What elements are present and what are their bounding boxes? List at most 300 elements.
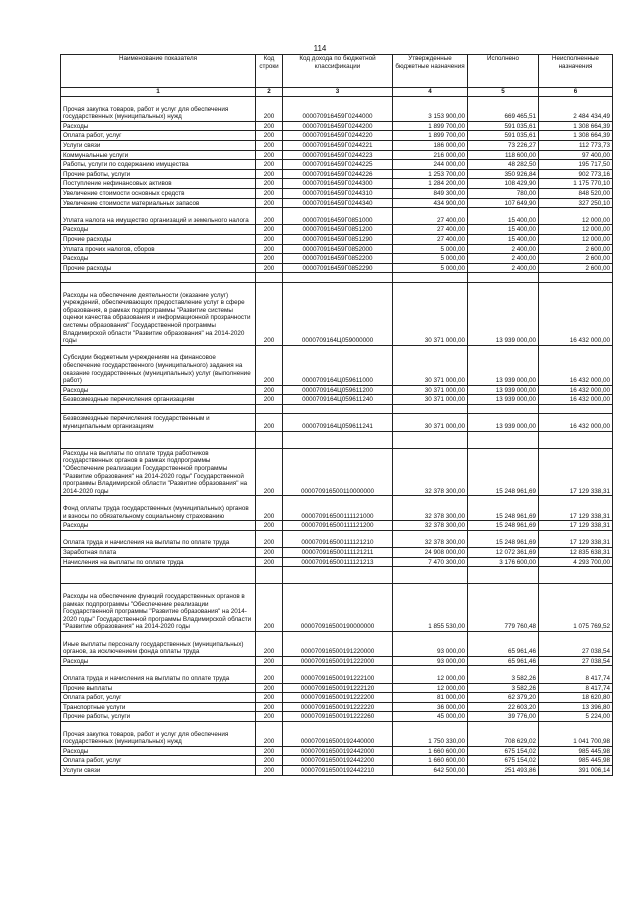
row-executed-cell: 591 035,61 xyxy=(468,121,539,131)
table-row xyxy=(61,712,613,722)
row-executed-cell: 15 400,00 xyxy=(468,208,539,225)
row-unexecuted-cell: 2 600,00 xyxy=(539,244,613,254)
row-approved-cell xyxy=(393,404,468,414)
row-name-cell: Расходы на выплаты по оплате труда работников государственных органов в рамках подпрограммы "Обеспечение реализации Государственной программы "Развитие образования" на 2014-2020 годы" Государственной программы Владимирской области "Развитие образования" на 2014-2020 годы xyxy=(61,448,256,496)
row-unexecuted-cell: 8 417,74 xyxy=(539,666,613,683)
row-executed-cell: 675 154,02 xyxy=(468,756,539,766)
row-unexecuted-cell: 17 129 338,31 xyxy=(539,496,613,521)
table-row xyxy=(61,756,613,766)
table-row xyxy=(61,263,613,273)
row-approved-cell: 30 371 000,00 xyxy=(393,385,468,395)
table-row xyxy=(61,208,613,225)
table-row xyxy=(61,234,613,244)
row-name-cell: Поступление нефинансовых активов xyxy=(61,179,256,189)
row-name-cell: Начисления на выплаты по оплате труда xyxy=(61,557,256,567)
row-unexecuted-cell: 195 717,50 xyxy=(539,160,613,170)
table-row xyxy=(61,557,613,567)
row-unexecuted-cell: 2 600,00 xyxy=(539,254,613,264)
table-row xyxy=(61,702,613,712)
row-budget-code-cell: 000070916459Г0851290 xyxy=(283,234,393,244)
row-line-code-cell: 200 xyxy=(256,208,283,225)
column-number: 2 xyxy=(256,88,283,97)
row-budget-code-cell: 0000709164Ц059611241 xyxy=(283,414,393,431)
row-unexecuted-cell: 1 075 769,52 xyxy=(539,584,613,632)
row-unexecuted-cell: 112 773,73 xyxy=(539,140,613,150)
table-row xyxy=(61,567,613,584)
page-number: 114 xyxy=(313,44,327,53)
row-executed-cell: 13 939 000,00 xyxy=(468,282,539,345)
row-name-cell: Работы, услуги по содержанию имущества xyxy=(61,160,256,170)
row-unexecuted-cell: 18 620,80 xyxy=(539,693,613,703)
table-row xyxy=(61,169,613,179)
row-budget-code-cell: 000070916459Г0244220 xyxy=(283,131,393,141)
row-approved-cell: 36 000,00 xyxy=(393,702,468,712)
row-unexecuted-cell: 12 000,00 xyxy=(539,208,613,225)
row-approved-cell xyxy=(393,567,468,584)
row-approved-cell: 32 378 300,00 xyxy=(393,448,468,496)
row-budget-code-cell: 000070916500192440000 xyxy=(283,721,393,746)
row-budget-code-cell: 000070916500191222200 xyxy=(283,693,393,703)
row-line-code-cell: 200 xyxy=(256,385,283,395)
row-executed-cell: 65 961,46 xyxy=(468,656,539,666)
column-number: 4 xyxy=(393,88,468,97)
row-executed-cell: 15 400,00 xyxy=(468,234,539,244)
row-approved-cell: 244 000,00 xyxy=(393,160,468,170)
row-executed-cell xyxy=(468,567,539,584)
table-row xyxy=(61,404,613,414)
row-budget-code-cell: 0000709164Ц059611200 xyxy=(283,385,393,395)
row-budget-code-cell: 000070916459Г0244340 xyxy=(283,198,393,208)
row-approved-cell: 1 855 530,00 xyxy=(393,584,468,632)
row-line-code-cell: 200 xyxy=(256,496,283,521)
table-row xyxy=(61,414,613,431)
row-executed-cell: 15 248 961,69 xyxy=(468,496,539,521)
row-name-cell: Расходы xyxy=(61,746,256,756)
row-approved-cell: 1 660 600,00 xyxy=(393,746,468,756)
row-unexecuted-cell: 985 445,98 xyxy=(539,746,613,756)
row-unexecuted-cell: 4 293 700,00 xyxy=(539,557,613,567)
row-unexecuted-cell: 16 432 000,00 xyxy=(539,395,613,405)
row-executed-cell: 62 379,20 xyxy=(468,693,539,703)
table-row xyxy=(61,721,613,746)
row-executed-cell: 675 154,02 xyxy=(468,746,539,756)
row-executed-cell: 13 939 000,00 xyxy=(468,385,539,395)
row-name-cell: Оплата работ, услуг xyxy=(61,693,256,703)
row-budget-code-cell: 000070916500111121213 xyxy=(283,557,393,567)
row-approved-cell: 12 000,00 xyxy=(393,683,468,693)
row-name-cell: Расходы xyxy=(61,521,256,531)
row-executed-cell: 22 603,20 xyxy=(468,702,539,712)
table-row xyxy=(61,656,613,666)
row-line-code-cell: 200 xyxy=(256,414,283,431)
row-approved-cell: 30 371 000,00 xyxy=(393,395,468,405)
row-unexecuted-cell: 12 000,00 xyxy=(539,225,613,235)
table-row xyxy=(61,530,613,547)
row-approved-cell: 5 000,00 xyxy=(393,263,468,273)
row-name-cell: Расходы xyxy=(61,656,256,666)
table-row xyxy=(61,746,613,756)
row-line-code-cell: 200 xyxy=(256,160,283,170)
table-row xyxy=(61,121,613,131)
column-number-row xyxy=(61,88,613,97)
table-row xyxy=(61,198,613,208)
row-budget-code-cell: 000070916459Г0244223 xyxy=(283,150,393,160)
row-name-cell: Расходы xyxy=(61,254,256,264)
row-unexecuted-cell: 16 432 000,00 xyxy=(539,345,613,385)
row-budget-code-cell xyxy=(283,404,393,414)
row-unexecuted-cell: 16 432 000,00 xyxy=(539,385,613,395)
row-name-cell: Уплата налога на имущество организаций и земельного налога xyxy=(61,208,256,225)
row-name-cell: Субсидии бюджетным учреждениям на финансовое обеспечение государственного (муниципального) задания на оказание государственных (муниципальных) услуг (выполнение работ) xyxy=(61,345,256,385)
table-row xyxy=(61,683,613,693)
row-line-code-cell: 200 xyxy=(256,548,283,558)
table-row xyxy=(61,254,613,264)
row-budget-code-cell: 000070916500111121200 xyxy=(283,521,393,531)
row-executed-cell: 780,00 xyxy=(468,188,539,198)
row-executed-cell: 39 776,00 xyxy=(468,712,539,722)
row-line-code-cell xyxy=(256,567,283,584)
row-line-code-cell: 200 xyxy=(256,282,283,345)
row-unexecuted-cell xyxy=(539,431,613,448)
row-line-code-cell: 200 xyxy=(256,244,283,254)
row-approved-cell: 27 400,00 xyxy=(393,208,468,225)
table-row xyxy=(61,282,613,345)
row-unexecuted-cell xyxy=(539,404,613,414)
row-line-code-cell: 200 xyxy=(256,765,283,775)
row-budget-code-cell: 000070916459Г0852200 xyxy=(283,254,393,264)
table-row xyxy=(61,188,613,198)
row-approved-cell: 5 000,00 xyxy=(393,244,468,254)
column-number: 6 xyxy=(539,88,613,97)
table-row xyxy=(61,448,613,496)
row-budget-code-cell xyxy=(283,567,393,584)
row-executed-cell: 350 926,84 xyxy=(468,169,539,179)
table-row xyxy=(61,150,613,160)
row-unexecuted-cell: 17 129 338,31 xyxy=(539,448,613,496)
header-budget-code: Код дохода по бюджетной классификации xyxy=(283,55,393,88)
table-row xyxy=(61,140,613,150)
row-approved-cell: 216 000,00 xyxy=(393,150,468,160)
row-name-cell: Увеличение стоимости материальных запасов xyxy=(61,198,256,208)
row-line-code-cell: 200 xyxy=(256,169,283,179)
row-budget-code-cell: 000070916459Г0244310 xyxy=(283,188,393,198)
row-unexecuted-cell: 16 432 000,00 xyxy=(539,414,613,431)
row-line-code-cell: 200 xyxy=(256,345,283,385)
row-name-cell: Прочие работы, услуги xyxy=(61,169,256,179)
row-line-code-cell: 200 xyxy=(256,666,283,683)
row-unexecuted-cell: 16 432 000,00 xyxy=(539,282,613,345)
row-approved-cell xyxy=(393,273,468,283)
table-row xyxy=(61,521,613,531)
row-approved-cell: 32 378 300,00 xyxy=(393,530,468,547)
row-unexecuted-cell: 12 835 638,31 xyxy=(539,548,613,558)
row-unexecuted-cell: 2 600,00 xyxy=(539,263,613,273)
row-approved-cell: 81 000,00 xyxy=(393,693,468,703)
row-line-code-cell: 200 xyxy=(256,693,283,703)
row-executed-cell: 3 582,26 xyxy=(468,683,539,693)
row-executed-cell: 13 939 000,00 xyxy=(468,414,539,431)
row-unexecuted-cell xyxy=(539,567,613,584)
row-executed-cell xyxy=(468,273,539,283)
row-budget-code-cell: 000070916459Г0244300 xyxy=(283,179,393,189)
row-name-cell: Коммунальные услуги xyxy=(61,150,256,160)
row-approved-cell: 849 300,00 xyxy=(393,188,468,198)
row-budget-code-cell: 000070916500190000000 xyxy=(283,584,393,632)
table-header-row xyxy=(61,55,613,88)
row-executed-cell: 15 400,00 xyxy=(468,225,539,235)
row-budget-code-cell: 000070916500192442210 xyxy=(283,765,393,775)
row-executed-cell: 15 248 961,69 xyxy=(468,521,539,531)
row-name-cell: Фонд оплаты труда государственных (муниципальных) органов и взносы по обязательному социальному страхованию xyxy=(61,496,256,521)
row-approved-cell: 27 400,00 xyxy=(393,234,468,244)
row-name-cell: Расходы xyxy=(61,385,256,395)
row-name-cell: Оплата труда и начисления на выплаты по оплате труда xyxy=(61,666,256,683)
row-unexecuted-cell: 327 250,10 xyxy=(539,198,613,208)
row-executed-cell: 13 939 000,00 xyxy=(468,395,539,405)
row-budget-code-cell: 000070916500111121000 xyxy=(283,496,393,521)
table-row xyxy=(61,496,613,521)
row-approved-cell: 1 660 600,00 xyxy=(393,756,468,766)
row-unexecuted-cell: 1 175 770,10 xyxy=(539,179,613,189)
row-budget-code-cell: 000070916500191220000 xyxy=(283,631,393,656)
row-budget-code-cell: 000070916459Г0852290 xyxy=(283,263,393,273)
row-approved-cell: 434 900,00 xyxy=(393,198,468,208)
table-row xyxy=(61,273,613,283)
row-line-code-cell: 200 xyxy=(256,702,283,712)
row-line-code-cell: 200 xyxy=(256,131,283,141)
row-name-cell: Услуги связи xyxy=(61,765,256,775)
row-line-code-cell: 200 xyxy=(256,712,283,722)
row-approved-cell: 1 899 700,00 xyxy=(393,131,468,141)
row-approved-cell: 45 000,00 xyxy=(393,712,468,722)
row-name-cell: Прочие расходы xyxy=(61,263,256,273)
row-unexecuted-cell: 848 520,00 xyxy=(539,188,613,198)
row-executed-cell: 779 760,48 xyxy=(468,584,539,632)
row-approved-cell: 27 400,00 xyxy=(393,225,468,235)
row-executed-cell: 118 600,00 xyxy=(468,150,539,160)
row-line-code-cell: 200 xyxy=(256,234,283,244)
row-budget-code-cell: 000070916500191222100 xyxy=(283,666,393,683)
row-executed-cell: 107 649,90 xyxy=(468,198,539,208)
row-approved-cell: 30 371 000,00 xyxy=(393,282,468,345)
row-unexecuted-cell: 985 445,98 xyxy=(539,756,613,766)
row-approved-cell: 30 371 000,00 xyxy=(393,414,468,431)
row-line-code-cell: 200 xyxy=(256,140,283,150)
row-name-cell xyxy=(61,567,256,584)
table-row xyxy=(61,693,613,703)
row-name-cell: Расходы xyxy=(61,225,256,235)
row-budget-code-cell xyxy=(283,273,393,283)
row-line-code-cell: 200 xyxy=(256,721,283,746)
row-line-code-cell: 200 xyxy=(256,656,283,666)
header-unexecuted: Неисполненные назначения xyxy=(539,55,613,88)
row-budget-code-cell: 000070916459Г0244225 xyxy=(283,160,393,170)
table-row xyxy=(61,131,613,141)
row-executed-cell: 48 282,50 xyxy=(468,160,539,170)
row-budget-code-cell: 000070916500191222220 xyxy=(283,702,393,712)
row-unexecuted-cell: 27 038,54 xyxy=(539,631,613,656)
row-line-code-cell: 200 xyxy=(256,97,283,122)
row-executed-cell: 15 248 961,69 xyxy=(468,448,539,496)
row-name-cell: Оплата труда и начисления на выплаты по оплате труда xyxy=(61,530,256,547)
row-name-cell: Прочая закупка товаров, работ и услуг для обеспечения государственных (муниципальных) нужд xyxy=(61,721,256,746)
row-unexecuted-cell: 391 006,14 xyxy=(539,765,613,775)
row-line-code-cell: 200 xyxy=(256,179,283,189)
row-name-cell: Увеличение стоимости основных средств xyxy=(61,188,256,198)
row-approved-cell: 1 253 700,00 xyxy=(393,169,468,179)
budget-execution-table xyxy=(60,54,613,776)
row-executed-cell: 2 400,00 xyxy=(468,263,539,273)
row-name-cell: Оплата работ, услуг xyxy=(61,756,256,766)
row-approved-cell: 7 470 300,00 xyxy=(393,557,468,567)
table-row xyxy=(61,765,613,775)
row-name-cell xyxy=(61,431,256,448)
row-unexecuted-cell: 1 041 700,98 xyxy=(539,721,613,746)
row-line-code-cell: 200 xyxy=(256,683,283,693)
row-budget-code-cell: 000070916500191222260 xyxy=(283,712,393,722)
table-row xyxy=(61,244,613,254)
row-budget-code-cell: 000070916500111121210 xyxy=(283,530,393,547)
row-approved-cell: 1 284 200,00 xyxy=(393,179,468,189)
table-row xyxy=(61,160,613,170)
column-number: 3 xyxy=(283,88,393,97)
header-approved: Утвержденные бюджетные назначения xyxy=(393,55,468,88)
row-unexecuted-cell: 17 129 338,31 xyxy=(539,530,613,547)
row-budget-code-cell: 000070916500110000000 xyxy=(283,448,393,496)
row-budget-code-cell: 0000709164Ц059611240 xyxy=(283,395,393,405)
row-approved-cell xyxy=(393,431,468,448)
row-budget-code-cell: 000070916500111121211 xyxy=(283,548,393,558)
row-approved-cell: 32 378 300,00 xyxy=(393,521,468,531)
row-unexecuted-cell: 1 308 664,39 xyxy=(539,131,613,141)
row-line-code-cell xyxy=(256,431,283,448)
row-line-code-cell xyxy=(256,404,283,414)
row-budget-code-cell xyxy=(283,431,393,448)
table-row xyxy=(61,345,613,385)
row-budget-code-cell: 000070916500192442200 xyxy=(283,756,393,766)
row-executed-cell: 3 176 600,00 xyxy=(468,557,539,567)
row-line-code-cell: 200 xyxy=(256,198,283,208)
row-name-cell: Безвозмездные перечисления государственным и муниципальным организациям xyxy=(61,414,256,431)
table-row xyxy=(61,395,613,405)
row-approved-cell: 32 378 300,00 xyxy=(393,496,468,521)
table-row xyxy=(61,548,613,558)
table-row xyxy=(61,385,613,395)
table-row xyxy=(61,179,613,189)
table-row xyxy=(61,631,613,656)
row-name-cell: Иные выплаты персоналу государственных (муниципальных) органов, за исключением фонда оплаты труда xyxy=(61,631,256,656)
row-line-code-cell xyxy=(256,273,283,283)
row-executed-cell: 591 035,61 xyxy=(468,131,539,141)
column-number: 5 xyxy=(468,88,539,97)
row-budget-code-cell: 000070916500191222120 xyxy=(283,683,393,693)
row-approved-cell: 93 000,00 xyxy=(393,631,468,656)
row-budget-code-cell: 000070916500191222000 xyxy=(283,656,393,666)
row-unexecuted-cell: 27 038,54 xyxy=(539,656,613,666)
row-name-cell: Транспортные услуги xyxy=(61,702,256,712)
row-line-code-cell: 200 xyxy=(256,188,283,198)
row-executed-cell: 13 939 000,00 xyxy=(468,345,539,385)
row-name-cell: Уплата прочих налогов, сборов xyxy=(61,244,256,254)
row-budget-code-cell: 000070916459Г0852000 xyxy=(283,244,393,254)
row-line-code-cell: 200 xyxy=(256,395,283,405)
row-budget-code-cell: 000070916459Г0851000 xyxy=(283,208,393,225)
row-executed-cell: 12 072 361,69 xyxy=(468,548,539,558)
row-name-cell: Расходы на обеспечение деятельности (оказание услуг) учреждений, обеспечивающих предоставление услуг в сфере образования, в рамках подпрограммы "Развитие системы оценки качества образования и информационной прозрачности системы образования" Государственной программы Владимирской области "Развитие образования" на 2014-2020 годы xyxy=(61,282,256,345)
row-line-code-cell: 200 xyxy=(256,121,283,131)
header-name: Наименование показателя xyxy=(61,55,256,88)
row-executed-cell: 3 582,26 xyxy=(468,666,539,683)
row-line-code-cell: 200 xyxy=(256,150,283,160)
table-row xyxy=(61,431,613,448)
row-name-cell: Прочая закупка товаров, работ и услуг для обеспечения государственных (муниципальных) нужд xyxy=(61,97,256,122)
row-line-code-cell: 200 xyxy=(256,263,283,273)
row-name-cell xyxy=(61,273,256,283)
row-line-code-cell: 200 xyxy=(256,746,283,756)
row-name-cell: Прочие выплаты xyxy=(61,683,256,693)
row-unexecuted-cell: 5 224,00 xyxy=(539,712,613,722)
row-name-cell: Оплата работ, услуг xyxy=(61,131,256,141)
header-line-code: Код строки xyxy=(256,55,283,88)
row-budget-code-cell: 000070916459Г0244226 xyxy=(283,169,393,179)
row-line-code-cell: 200 xyxy=(256,254,283,264)
row-unexecuted-cell: 97 400,00 xyxy=(539,150,613,160)
row-budget-code-cell: 0000709164Ц059611000 xyxy=(283,345,393,385)
row-budget-code-cell: 000070916459Г0244221 xyxy=(283,140,393,150)
row-name-cell: Услуги связи xyxy=(61,140,256,150)
row-budget-code-cell: 000070916459Г0244200 xyxy=(283,121,393,131)
table-row xyxy=(61,97,613,122)
row-name-cell: Расходы на обеспечение функций государственных органов в рамках подпрограммы "Обеспечение реализации Государственной программы "Развитие образования" на 2014-2020 годы" Государственной программы Владимирской области "Развитие образования" на 2014-2020 годы xyxy=(61,584,256,632)
row-approved-cell: 3 153 900,00 xyxy=(393,97,468,122)
row-approved-cell: 5 000,00 xyxy=(393,254,468,264)
table-row xyxy=(61,584,613,632)
row-executed-cell: 2 400,00 xyxy=(468,254,539,264)
row-budget-code-cell: 000070916459Г0851200 xyxy=(283,225,393,235)
row-approved-cell: 93 000,00 xyxy=(393,656,468,666)
row-line-code-cell: 200 xyxy=(256,557,283,567)
row-approved-cell: 30 371 000,00 xyxy=(393,345,468,385)
row-approved-cell: 24 908 000,00 xyxy=(393,548,468,558)
row-unexecuted-cell: 17 129 338,31 xyxy=(539,521,613,531)
row-line-code-cell: 200 xyxy=(256,584,283,632)
row-unexecuted-cell: 2 484 434,49 xyxy=(539,97,613,122)
row-executed-cell: 708 629,02 xyxy=(468,721,539,746)
row-executed-cell xyxy=(468,431,539,448)
column-number: 1 xyxy=(61,88,256,97)
row-unexecuted-cell: 8 417,74 xyxy=(539,683,613,693)
row-executed-cell: 251 493,86 xyxy=(468,765,539,775)
row-approved-cell: 12 000,00 xyxy=(393,666,468,683)
row-executed-cell: 108 429,90 xyxy=(468,179,539,189)
row-approved-cell: 1 750 330,00 xyxy=(393,721,468,746)
row-budget-code-cell: 000070916500192442000 xyxy=(283,746,393,756)
row-line-code-cell: 200 xyxy=(256,631,283,656)
row-approved-cell: 642 500,00 xyxy=(393,765,468,775)
header-executed: Исполнено xyxy=(468,55,539,88)
row-unexecuted-cell: 12 000,00 xyxy=(539,234,613,244)
row-name-cell: Заработная плата xyxy=(61,548,256,558)
row-line-code-cell: 200 xyxy=(256,756,283,766)
row-executed-cell xyxy=(468,404,539,414)
row-approved-cell: 186 000,00 xyxy=(393,140,468,150)
table-body xyxy=(61,97,613,776)
row-executed-cell: 669 465,51 xyxy=(468,97,539,122)
row-name-cell: Прочие расходы xyxy=(61,234,256,244)
row-budget-code-cell: 000070916459Г0244000 xyxy=(283,97,393,122)
row-executed-cell: 2 400,00 xyxy=(468,244,539,254)
row-unexecuted-cell: 902 773,16 xyxy=(539,169,613,179)
